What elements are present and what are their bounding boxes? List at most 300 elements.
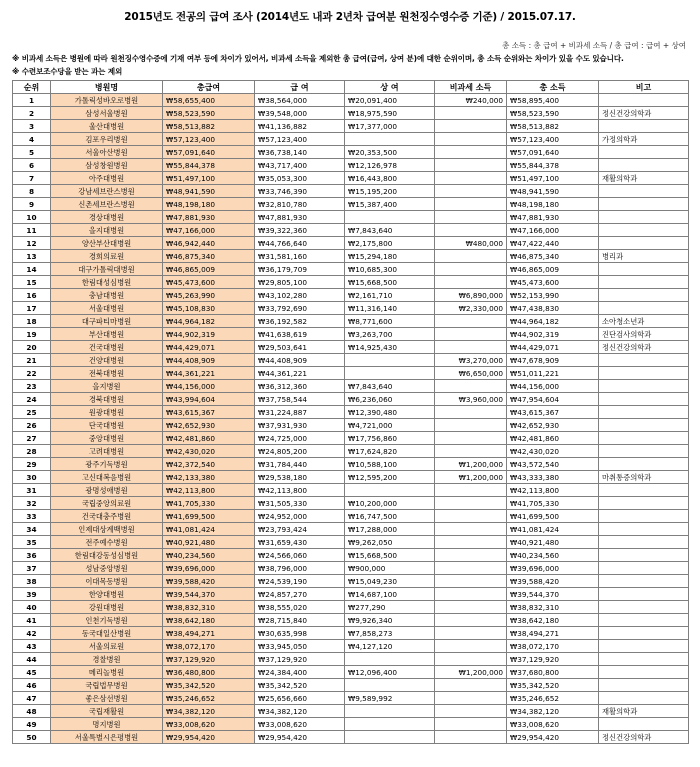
cell-total-income: ₩47,954,604 [507, 393, 599, 406]
cell-total-income: ₩55,844,378 [507, 159, 599, 172]
table-row [13, 718, 689, 731]
cell-total-income: ₩58,523,590 [507, 107, 599, 120]
cell-rank: 29 [13, 458, 51, 471]
cell-total-pay: ₩44,156,000 [163, 380, 255, 393]
cell-rank: 19 [13, 328, 51, 341]
cell-salary: ₩43,717,400 [255, 159, 345, 172]
cell-total-income: ₩47,678,909 [507, 354, 599, 367]
cell-rank: 15 [13, 276, 51, 289]
cell-nontax [435, 107, 507, 120]
cell-nontax [435, 120, 507, 133]
cell-remark [599, 211, 689, 224]
cell-nontax [435, 510, 507, 523]
cell-bonus: ₩277,290 [345, 601, 435, 614]
cell-total-income: ₩43,333,380 [507, 471, 599, 484]
cell-total-income: ₩47,438,830 [507, 302, 599, 315]
cell-remark [599, 484, 689, 497]
cell-total-income: ₩34,382,120 [507, 705, 599, 718]
cell-salary: ₩38,555,020 [255, 601, 345, 614]
cell-nontax: ₩6,890,000 [435, 289, 507, 302]
cell-salary: ₩29,503,641 [255, 341, 345, 354]
cell-hospital: 아주대병원 [51, 172, 163, 185]
cell-bonus: ₩18,975,590 [345, 107, 435, 120]
cell-bonus: ₩6,236,060 [345, 393, 435, 406]
table-row [13, 510, 689, 523]
cell-total-pay: ₩58,523,590 [163, 107, 255, 120]
cell-total-income: ₩48,941,590 [507, 185, 599, 198]
header-total-income: 총 소득 [507, 81, 599, 94]
cell-total-pay: ₩41,699,500 [163, 510, 255, 523]
cell-bonus: ₩9,589,992 [345, 692, 435, 705]
cell-hospital: 성남중앙병원 [51, 562, 163, 575]
cell-rank: 16 [13, 289, 51, 302]
cell-rank: 4 [13, 133, 51, 146]
cell-rank: 49 [13, 718, 51, 731]
cell-total-pay: ₩42,133,380 [163, 471, 255, 484]
cell-remark [599, 575, 689, 588]
table-row [13, 549, 689, 562]
table-row [13, 653, 689, 666]
cell-salary: ₩31,581,160 [255, 250, 345, 263]
cell-nontax [435, 575, 507, 588]
cell-total-income: ₩51,497,100 [507, 172, 599, 185]
cell-salary: ₩24,805,200 [255, 445, 345, 458]
table-row [13, 458, 689, 471]
table-row [13, 315, 689, 328]
cell-nontax [435, 211, 507, 224]
cell-hospital: 국립법무병원 [51, 679, 163, 692]
cell-remark [599, 380, 689, 393]
cell-salary: ₩43,102,280 [255, 289, 345, 302]
table-row [13, 666, 689, 679]
table-row [13, 211, 689, 224]
cell-rank: 44 [13, 653, 51, 666]
cell-bonus: ₩7,843,640 [345, 224, 435, 237]
cell-rank: 10 [13, 211, 51, 224]
header-remark: 비고 [599, 81, 689, 94]
table-row [13, 354, 689, 367]
table-row [13, 263, 689, 276]
cell-total-income: ₩48,198,180 [507, 198, 599, 211]
cell-remark [599, 653, 689, 666]
cell-salary: ₩41,136,882 [255, 120, 345, 133]
table-row [13, 380, 689, 393]
table-row [13, 250, 689, 263]
cell-total-income: ₩38,494,271 [507, 627, 599, 640]
cell-rank: 45 [13, 666, 51, 679]
cell-salary: ₩36,192,582 [255, 315, 345, 328]
cell-total-pay: ₩48,941,590 [163, 185, 255, 198]
cell-total-pay: ₩35,246,652 [163, 692, 255, 705]
cell-total-income: ₩38,072,170 [507, 640, 599, 653]
cell-total-income: ₩47,166,000 [507, 224, 599, 237]
cell-hospital: 광명성애병원 [51, 484, 163, 497]
cell-nontax [435, 198, 507, 211]
cell-bonus [345, 679, 435, 692]
cell-nontax: ₩480,000 [435, 237, 507, 250]
cell-total-income: ₩43,615,367 [507, 406, 599, 419]
cell-total-pay: ₩58,655,400 [163, 94, 255, 107]
cell-salary: ₩29,805,100 [255, 276, 345, 289]
cell-rank: 47 [13, 692, 51, 705]
cell-hospital: 명지병원 [51, 718, 163, 731]
cell-hospital: 국립재활원 [51, 705, 163, 718]
cell-nontax: ₩3,960,000 [435, 393, 507, 406]
cell-bonus: ₩14,925,430 [345, 341, 435, 354]
cell-rank: 38 [13, 575, 51, 588]
cell-total-income: ₩29,954,420 [507, 731, 599, 744]
cell-remark [599, 549, 689, 562]
cell-bonus [345, 731, 435, 744]
cell-rank: 33 [13, 510, 51, 523]
cell-bonus: ₩15,387,400 [345, 198, 435, 211]
cell-total-pay: ₩43,615,367 [163, 406, 255, 419]
cell-remark [599, 406, 689, 419]
cell-bonus: ₩11,316,140 [345, 302, 435, 315]
cell-nontax [435, 185, 507, 198]
cell-nontax: ₩1,200,000 [435, 471, 507, 484]
cell-bonus: ₩2,175,800 [345, 237, 435, 250]
cell-nontax [435, 679, 507, 692]
cell-hospital: 경북대병원 [51, 393, 163, 406]
cell-salary: ₩57,123,400 [255, 133, 345, 146]
table-row [13, 432, 689, 445]
cell-salary: ₩39,548,000 [255, 107, 345, 120]
cell-total-income: ₩38,832,310 [507, 601, 599, 614]
table-row [13, 302, 689, 315]
cell-remark [599, 263, 689, 276]
cell-nontax [435, 718, 507, 731]
cell-hospital: 한림대강동성심병원 [51, 549, 163, 562]
cell-total-income: ₩40,921,480 [507, 536, 599, 549]
cell-total-pay: ₩38,642,180 [163, 614, 255, 627]
cell-hospital: 강원대병원 [51, 601, 163, 614]
cell-total-income: ₩33,008,620 [507, 718, 599, 731]
cell-nontax [435, 627, 507, 640]
cell-remark [599, 523, 689, 536]
cell-total-pay: ₩47,881,930 [163, 211, 255, 224]
table-row [13, 562, 689, 575]
table-row [13, 94, 689, 107]
cell-remark [599, 276, 689, 289]
cell-nontax: ₩3,270,000 [435, 354, 507, 367]
cell-total-income: ₩44,429,071 [507, 341, 599, 354]
cell-total-pay: ₩39,696,000 [163, 562, 255, 575]
cell-nontax [435, 692, 507, 705]
cell-nontax [435, 432, 507, 445]
cell-nontax [435, 419, 507, 432]
cell-salary: ₩31,505,330 [255, 497, 345, 510]
cell-bonus [345, 211, 435, 224]
cell-remark: 가정의학과 [599, 133, 689, 146]
cell-nontax [435, 146, 507, 159]
table-row [13, 276, 689, 289]
table-row [13, 484, 689, 497]
cell-salary: ₩41,638,619 [255, 328, 345, 341]
cell-rank: 25 [13, 406, 51, 419]
cell-total-pay: ₩36,480,800 [163, 666, 255, 679]
cell-remark [599, 497, 689, 510]
cell-bonus: ₩10,200,000 [345, 497, 435, 510]
cell-rank: 2 [13, 107, 51, 120]
table-row [13, 107, 689, 120]
cell-hospital: 전주예수병원 [51, 536, 163, 549]
cell-total-pay: ₩43,994,604 [163, 393, 255, 406]
cell-bonus: ₩7,858,273 [345, 627, 435, 640]
cell-bonus: ₩15,049,230 [345, 575, 435, 588]
table-body [13, 94, 689, 744]
cell-total-pay: ₩45,263,990 [163, 289, 255, 302]
cell-rank: 23 [13, 380, 51, 393]
cell-bonus: ₩17,756,860 [345, 432, 435, 445]
cell-nontax: ₩2,330,000 [435, 302, 507, 315]
cell-rank: 35 [13, 536, 51, 549]
table-row [13, 393, 689, 406]
cell-remark [599, 432, 689, 445]
cell-rank: 39 [13, 588, 51, 601]
cell-remark [599, 419, 689, 432]
cell-total-income: ₩47,422,440 [507, 237, 599, 250]
cell-bonus [345, 653, 435, 666]
cell-total-pay: ₩39,544,370 [163, 588, 255, 601]
cell-nontax [435, 562, 507, 575]
cell-rank: 40 [13, 601, 51, 614]
cell-salary: ₩24,857,270 [255, 588, 345, 601]
cell-nontax [435, 614, 507, 627]
cell-hospital: 한양대병원 [51, 588, 163, 601]
cell-nontax [435, 380, 507, 393]
cell-remark [599, 302, 689, 315]
cell-bonus: ₩3,263,700 [345, 328, 435, 341]
cell-nontax: ₩1,200,000 [435, 458, 507, 471]
table-row [13, 120, 689, 133]
cell-hospital: 서울의료원 [51, 640, 163, 653]
cell-remark [599, 393, 689, 406]
cell-total-income: ₩47,881,930 [507, 211, 599, 224]
cell-bonus: ₩15,195,200 [345, 185, 435, 198]
cell-hospital: 충남대병원 [51, 289, 163, 302]
cell-nontax [435, 601, 507, 614]
cell-bonus: ₩15,668,500 [345, 276, 435, 289]
table-row [13, 640, 689, 653]
cell-hospital: 을지병원 [51, 380, 163, 393]
cell-remark: 재활의학과 [599, 172, 689, 185]
cell-hospital: 건국대병원 [51, 341, 163, 354]
cell-total-pay: ₩45,473,600 [163, 276, 255, 289]
cell-bonus: ₩2,161,710 [345, 289, 435, 302]
cell-salary: ₩33,008,620 [255, 718, 345, 731]
cell-nontax [435, 276, 507, 289]
cell-hospital: 이대목동병원 [51, 575, 163, 588]
cell-remark [599, 94, 689, 107]
cell-bonus: ₩7,843,640 [345, 380, 435, 393]
cell-hospital: 단국대병원 [51, 419, 163, 432]
cell-total-pay: ₩39,588,420 [163, 575, 255, 588]
table-row [13, 471, 689, 484]
table-row [13, 627, 689, 640]
header-salary: 급 여 [255, 81, 345, 94]
cell-rank: 24 [13, 393, 51, 406]
cell-total-pay: ₩34,382,120 [163, 705, 255, 718]
cell-rank: 22 [13, 367, 51, 380]
cell-total-income: ₩44,902,319 [507, 328, 599, 341]
cell-total-income: ₩51,011,221 [507, 367, 599, 380]
cell-remark: 재활의학과 [599, 705, 689, 718]
table-row [13, 172, 689, 185]
cell-hospital: 경상대병원 [51, 211, 163, 224]
table-row [13, 588, 689, 601]
table-row [13, 185, 689, 198]
footnote-exclusion: ※ 수련보조수당을 받는 과는 제외 [12, 67, 123, 76]
cell-salary: ₩31,224,887 [255, 406, 345, 419]
cell-total-pay: ₩37,129,920 [163, 653, 255, 666]
cell-rank: 3 [13, 120, 51, 133]
cell-rank: 8 [13, 185, 51, 198]
cell-hospital: 양산부산대병원 [51, 237, 163, 250]
cell-bonus: ₩20,353,500 [345, 146, 435, 159]
cell-total-income: ₩57,123,400 [507, 133, 599, 146]
cell-total-pay: ₩42,652,930 [163, 419, 255, 432]
cell-bonus: ₩17,377,000 [345, 120, 435, 133]
cell-remark [599, 666, 689, 679]
cell-salary: ₩42,113,800 [255, 484, 345, 497]
cell-salary: ₩44,361,221 [255, 367, 345, 380]
cell-hospital: 서울대병원 [51, 302, 163, 315]
cell-hospital: 동국대일산병원 [51, 627, 163, 640]
cell-nontax [435, 640, 507, 653]
cell-nontax [435, 159, 507, 172]
header-total-pay: 총급여 [163, 81, 255, 94]
cell-total-pay: ₩41,705,330 [163, 497, 255, 510]
cell-salary: ₩24,384,400 [255, 666, 345, 679]
cell-remark: 진단검사의학과 [599, 328, 689, 341]
table-row [13, 133, 689, 146]
cell-remark [599, 224, 689, 237]
cell-bonus: ₩14,687,100 [345, 588, 435, 601]
cell-rank: 31 [13, 484, 51, 497]
cell-total-pay: ₩35,342,520 [163, 679, 255, 692]
cell-remark [599, 367, 689, 380]
cell-remark [599, 588, 689, 601]
cell-hospital: 건양대병원 [51, 354, 163, 367]
cell-bonus [345, 133, 435, 146]
cell-total-income: ₩52,153,990 [507, 289, 599, 302]
cell-rank: 27 [13, 432, 51, 445]
cell-total-pay: ₩46,942,440 [163, 237, 255, 250]
cell-remark [599, 354, 689, 367]
cell-rank: 26 [13, 419, 51, 432]
cell-total-income: ₩44,964,182 [507, 315, 599, 328]
cell-total-income: ₩37,680,800 [507, 666, 599, 679]
cell-salary: ₩38,796,000 [255, 562, 345, 575]
cell-total-income: ₩45,473,600 [507, 276, 599, 289]
cell-hospital: 전북대병원 [51, 367, 163, 380]
cell-bonus: ₩900,000 [345, 562, 435, 575]
cell-hospital: 가톨릭성바오로병원 [51, 94, 163, 107]
cell-rank: 12 [13, 237, 51, 250]
cell-hospital: 강남세브란스병원 [51, 185, 163, 198]
cell-remark: 정신건강의학과 [599, 341, 689, 354]
cell-remark [599, 146, 689, 159]
cell-total-pay: ₩44,964,182 [163, 315, 255, 328]
cell-bonus [345, 718, 435, 731]
cell-nontax [435, 263, 507, 276]
cell-remark [599, 640, 689, 653]
cell-total-income: ₩43,572,540 [507, 458, 599, 471]
cell-bonus: ₩9,926,340 [345, 614, 435, 627]
cell-bonus: ₩4,127,120 [345, 640, 435, 653]
cell-hospital: 국립중앙의료원 [51, 497, 163, 510]
cell-salary: ₩35,053,300 [255, 172, 345, 185]
cell-total-pay: ₩33,008,620 [163, 718, 255, 731]
cell-total-income: ₩46,875,340 [507, 250, 599, 263]
header-hospital: 병원명 [51, 81, 163, 94]
cell-remark [599, 718, 689, 731]
cell-total-pay: ₩42,481,860 [163, 432, 255, 445]
cell-nontax [435, 406, 507, 419]
footnote-nontax: ※ 비과세 소득은 병원에 따라 원천징수영수증에 기재 여부 등에 차이가 있어서, 비과세 소득을 제외한 총 급여(급여, 상여 분)에 대한 순위이며, 총 소득 순위와는 차이가 있을 수도 있습니다. [12, 54, 624, 63]
table-row [13, 614, 689, 627]
table-row [13, 341, 689, 354]
cell-hospital: 좋은삼선병원 [51, 692, 163, 705]
cell-remark [599, 679, 689, 692]
table-row [13, 497, 689, 510]
table-row [13, 328, 689, 341]
cell-rank: 42 [13, 627, 51, 640]
cell-rank: 13 [13, 250, 51, 263]
cell-rank: 36 [13, 549, 51, 562]
cell-hospital: 부산대병원 [51, 328, 163, 341]
table-row [13, 406, 689, 419]
cell-bonus: ₩12,390,480 [345, 406, 435, 419]
cell-total-pay: ₩55,844,378 [163, 159, 255, 172]
cell-rank: 6 [13, 159, 51, 172]
cell-remark [599, 159, 689, 172]
cell-remark [599, 445, 689, 458]
cell-salary: ₩31,784,440 [255, 458, 345, 471]
table-header-row [13, 81, 689, 94]
cell-hospital: 중앙대병원 [51, 432, 163, 445]
cell-hospital: 경희의료원 [51, 250, 163, 263]
cell-salary: ₩34,382,120 [255, 705, 345, 718]
table-row [13, 419, 689, 432]
cell-remark [599, 627, 689, 640]
cell-salary: ₩28,715,840 [255, 614, 345, 627]
cell-nontax [435, 172, 507, 185]
cell-hospital: 신촌세브란스병원 [51, 198, 163, 211]
cell-rank: 21 [13, 354, 51, 367]
cell-total-pay: ₩58,513,882 [163, 120, 255, 133]
cell-total-income: ₩58,513,882 [507, 120, 599, 133]
cell-nontax [435, 731, 507, 744]
cell-nontax [435, 705, 507, 718]
cell-salary: ₩29,538,180 [255, 471, 345, 484]
cell-total-pay: ₩42,430,020 [163, 445, 255, 458]
cell-nontax [435, 653, 507, 666]
cell-hospital: 울산대병원 [51, 120, 163, 133]
cell-salary: ₩39,322,360 [255, 224, 345, 237]
cell-rank: 41 [13, 614, 51, 627]
cell-total-pay: ₩41,081,424 [163, 523, 255, 536]
table-row [13, 575, 689, 588]
cell-salary: ₩23,793,424 [255, 523, 345, 536]
cell-total-income: ₩35,342,520 [507, 679, 599, 692]
cell-rank: 11 [13, 224, 51, 237]
cell-salary: ₩33,746,390 [255, 185, 345, 198]
cell-rank: 37 [13, 562, 51, 575]
cell-remark [599, 692, 689, 705]
cell-rank: 18 [13, 315, 51, 328]
